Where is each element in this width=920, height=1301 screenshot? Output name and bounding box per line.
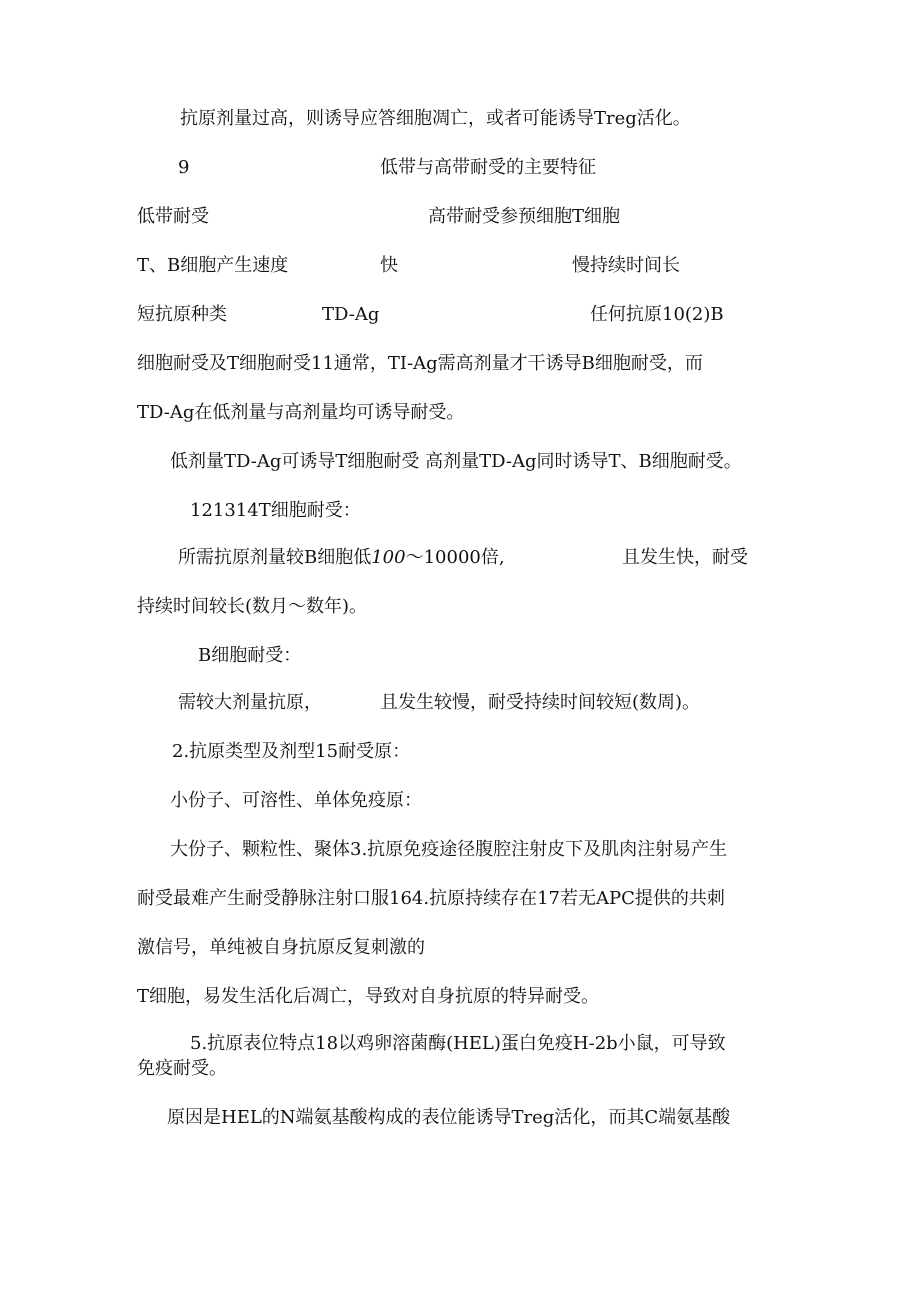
- line-text: 所需抗原剂量较B细胞低: [178, 547, 372, 568]
- table-cell-speed-label: T、B细胞产生速度: [137, 255, 289, 276]
- table-cell-speed-low: 快: [380, 255, 398, 276]
- paragraph-line: T细胞，易发生活化后凋亡，导致对自身抗原的特异耐受。: [137, 986, 600, 1007]
- subheading-t-cell: 121314T细胞耐受：: [190, 500, 361, 521]
- line-text: ～10000倍,: [405, 547, 505, 568]
- table-cell-antigen-label: 短抗原种类: [137, 304, 227, 325]
- paragraph-line: 免疫耐受。: [137, 1058, 227, 1079]
- paragraph-line: 耐受最难产生耐受静脉注射口服164.抗原持续存在17若无APC提供的共刺: [137, 888, 725, 909]
- paragraph-line: 激信号，单纯被自身抗原反复刺激的: [137, 937, 425, 958]
- paragraph-line: 大份子、颗粒性、聚体3.抗原免疫途径腹腔注射皮下及肌肉注射易产生: [170, 839, 728, 860]
- paragraph-line: 抗原剂量过高，则诱导应答细胞凋亡，或者可能诱导Treg活化。: [180, 108, 691, 129]
- table-cell-low-band: 低带耐受: [137, 206, 209, 227]
- paragraph-line: 细胞耐受及T细胞耐受11通常，TI-Ag需高剂量才干诱导B细胞耐受，而: [137, 353, 703, 374]
- table-cell-high-band: 高带耐受参预细胞T细胞: [428, 206, 621, 227]
- paragraph-line: 5.抗原表位特点18以鸡卵溶菌酶(HEL)蛋白免疫H-2b小鼠，可导致: [190, 1033, 726, 1054]
- table-cell-antigen-low: TD-Ag: [322, 304, 380, 325]
- section-heading: 2.抗原类型及剂型15耐受原：: [172, 741, 411, 762]
- paragraph-line-part: 且发生较慢，耐受持续时间较短(数周)。: [380, 692, 701, 713]
- paragraph-line-part: 需较大剂量抗原，: [178, 692, 322, 713]
- paragraph-line: 原因是HEL的N端氨基酸构成的表位能诱导Treg活化，而其C端氨基酸: [167, 1107, 731, 1128]
- paragraph-line-part: 且发生快，耐受: [622, 547, 748, 568]
- paragraph-line-part: [178, 547, 505, 569]
- table-cell-antigen-high: 任何抗原10(2)B: [590, 304, 724, 325]
- paragraph-line: TD-Ag在低剂量与高剂量均可诱导耐受。: [137, 402, 465, 423]
- table-cell-speed-high: 慢持续时间长: [572, 255, 680, 276]
- paragraph-line: [170, 451, 742, 473]
- subheading-b-cell: B细胞耐受：: [198, 645, 302, 666]
- line-text-italic: 100: [371, 547, 406, 568]
- section-title: 低带与高带耐受的主要特征: [380, 157, 596, 178]
- paragraph-line: 持续时间较长(数月～数年)。: [137, 596, 368, 617]
- line-text: 低剂量TD-Ag可诱导T细胞耐受 高剂量TD-Ag同时诱导T、B细胞耐受。: [170, 451, 742, 472]
- paragraph-line: 小份子、可溶性、单体免疫原：: [170, 790, 422, 811]
- section-number: 9: [178, 157, 190, 178]
